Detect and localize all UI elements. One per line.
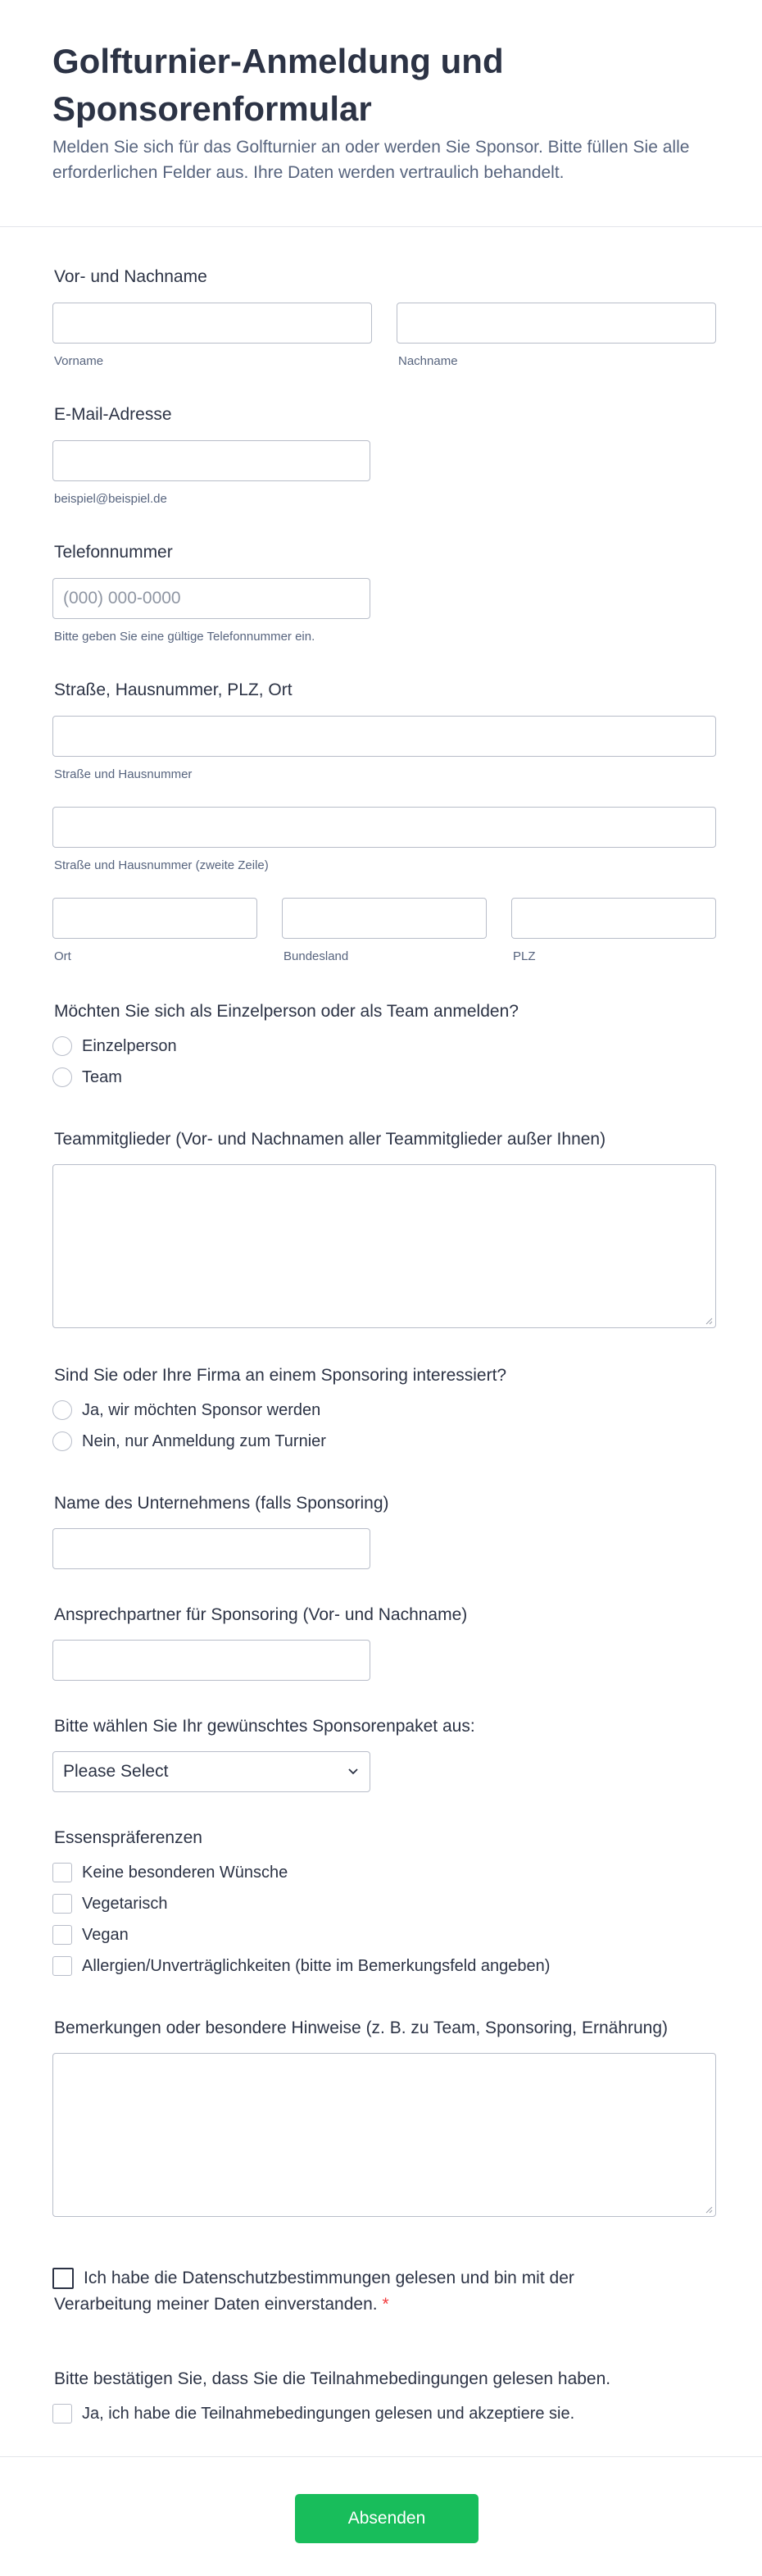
resize-grip-icon[interactable] [705,1317,713,1325]
street-line1-input[interactable] [52,716,716,757]
team-members-label: Teammitglieder (Vor- und Nachnamen aller Teammitglieder außer Ihnen) [54,1130,606,1149]
radio-einzelperson[interactable] [52,1036,72,1056]
header-divider [0,226,762,227]
state-sublabel: Bundesland [283,949,349,963]
phone-sublabel: Bitte geben Sie eine gültige Telefonnummer ein. [54,630,315,644]
package-select[interactable] [52,1751,370,1792]
checkbox-allergien[interactable] [52,1956,72,1976]
radio-sponsor-no-label[interactable]: Nein, nur Anmeldung zum Turnier [82,1432,326,1450]
terms-checkbox-label[interactable]: Ja, ich habe die Teilnahmebedingungen gelesen und akzeptiere sie. [82,2405,575,2423]
radio-sponsor-no[interactable] [52,1431,72,1451]
package-select-value: Please Select [63,1762,169,1781]
checkbox-vegan[interactable] [52,1925,72,1945]
registration-type-label: Möchten Sie sich als Einzelperson oder als Team anmelden? [54,1002,519,1021]
checkbox-allergien-label[interactable]: Allergien/Unverträglichkeiten (bitte im Bemerkungsfeld angeben) [82,1957,551,1975]
checkbox-vegetarisch-label[interactable]: Vegetarisch [82,1895,168,1913]
email-label: E-Mail-Adresse [54,405,172,424]
state-input[interactable] [282,898,487,939]
team-members-textarea[interactable] [52,1164,716,1328]
radio-sponsor-yes-label[interactable]: Ja, wir möchten Sponsor werden [82,1401,321,1419]
street-line2-input[interactable] [52,807,716,848]
last-name-input[interactable] [397,303,716,344]
form-title: Golfturnier-Anmeldung und Sponsorenformular [52,42,504,128]
checkbox-vegetarisch[interactable] [52,1894,72,1914]
street-line1-sublabel: Straße und Hausnummer [54,767,193,781]
email-sublabel: beispiel@beispiel.de [54,492,167,506]
remarks-textarea[interactable] [52,2053,716,2217]
remarks-label: Bemerkungen oder besondere Hinweise (z. B. zu Team, Sponsoring, Ernährung) [54,2018,669,2037]
footer-divider [0,2456,762,2457]
food-label: Essenspräferenzen [54,1828,202,1847]
last-name-sublabel: Nachname [398,354,458,368]
checkbox-keine-wuensche[interactable] [52,1863,72,1882]
zip-sublabel: PLZ [513,949,536,963]
email-input[interactable] [52,440,370,481]
checkbox-keine-wuensche-label[interactable]: Keine besonderen Wünsche [82,1864,288,1882]
checkbox-vegan-label[interactable]: Vegan [82,1926,129,1944]
first-name-sublabel: Vorname [54,354,104,368]
resize-grip-icon[interactable] [705,2205,713,2214]
contact-label: Ansprechpartner für Sponsoring (Vor- und Nachname) [54,1605,468,1624]
name-label: Vor- und Nachname [54,267,207,286]
required-asterisk: * [382,2295,389,2314]
privacy-consent-label: Ich habe die Datenschutzbestimmungen gelesen und bin mit der Verarbeitung meiner Daten einverstanden. [54,2269,574,2314]
street-line2-sublabel: Straße und Hausnummer (zweite Zeile) [54,858,269,872]
terms-label: Bitte bestätigen Sie, dass Sie die Teilnahmebedingungen gelesen haben. [54,2369,611,2388]
sponsoring-interest-label: Sind Sie oder Ihre Firma an einem Sponsoring interessiert? [54,1366,507,1385]
radio-sponsor-yes[interactable] [52,1400,72,1420]
zip-input[interactable] [511,898,716,939]
first-name-input[interactable] [52,303,372,344]
submit-button[interactable]: Absenden [295,2494,479,2543]
radio-team-label[interactable]: Team [82,1068,122,1086]
city-sublabel: Ort [54,949,71,963]
package-label: Bitte wählen Sie Ihr gewünschtes Sponsorenpaket aus: [54,1717,475,1736]
radio-team[interactable] [52,1067,72,1087]
chevron-down-icon [347,1765,360,1778]
phone-label: Telefonnummer [54,543,173,562]
form-description: Melden Sie sich für das Golfturnier an oder werden Sie Sponsor. Bitte füllen Sie alle erforderlichen Felder aus. Ihre Daten werden vertraulich behandelt. [52,138,690,182]
privacy-consent-text[interactable] [54,2265,628,2318]
city-input[interactable] [52,898,257,939]
terms-checkbox[interactable] [52,2404,72,2424]
company-input[interactable] [52,1528,370,1569]
address-label: Straße, Hausnummer, PLZ, Ort [54,680,293,699]
company-label: Name des Unternehmens (falls Sponsoring) [54,1494,389,1513]
phone-placeholder: (000) 000-0000 [63,589,181,608]
contact-input[interactable] [52,1640,370,1681]
phone-input[interactable] [52,578,370,619]
radio-einzelperson-label[interactable]: Einzelperson [82,1037,177,1055]
